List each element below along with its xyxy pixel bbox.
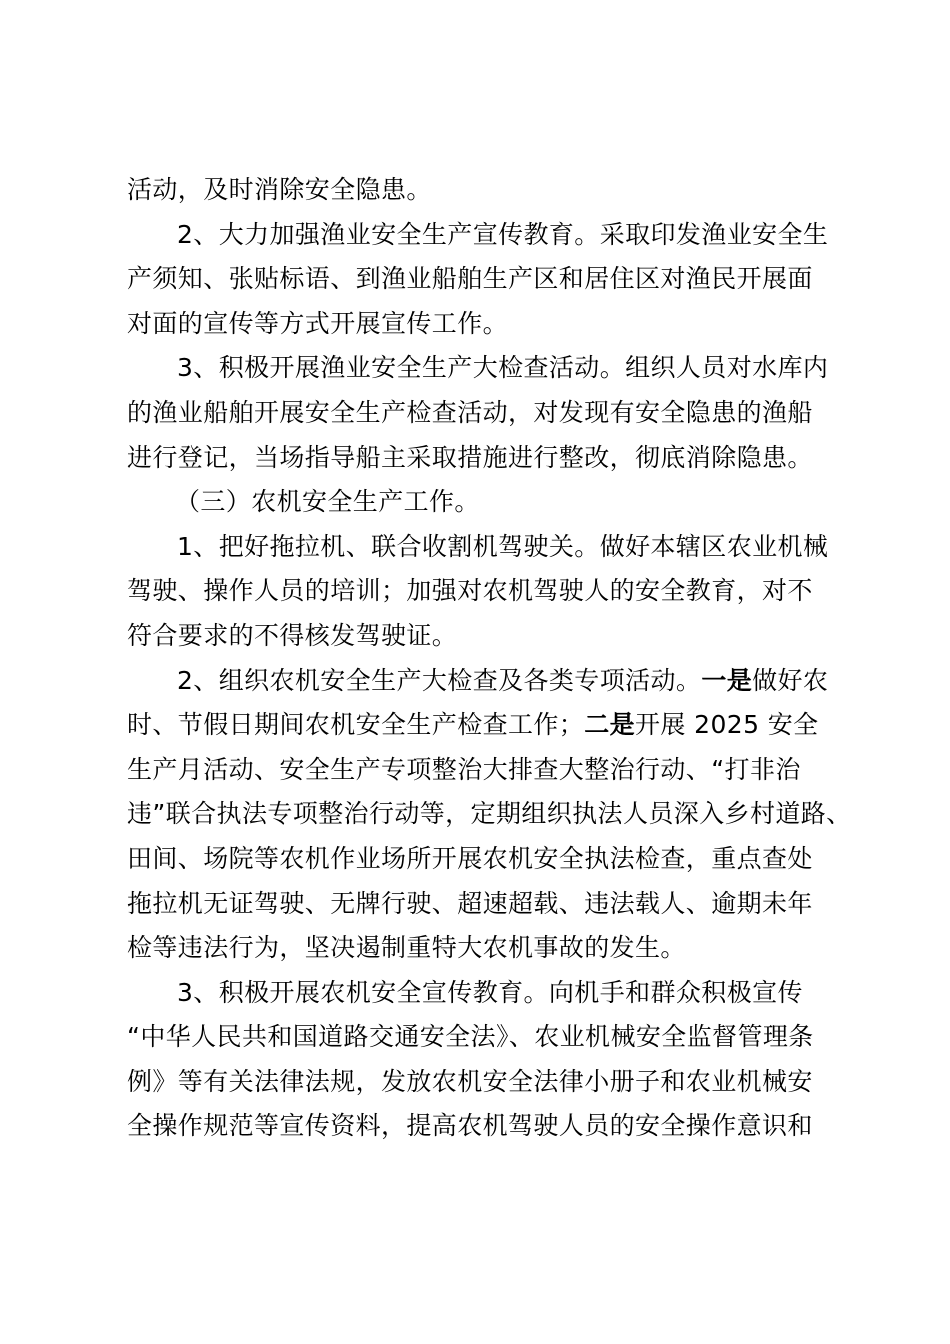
text-line: 的渔业船舶开展安全生产检查活动，对发现有安全隐患的渔船 <box>127 397 813 427</box>
text-line: 符合要求的不得核发驾驶证。 <box>127 620 458 650</box>
text-line: 2、大力加强渔业安全生产宣传教育。采取印发渔业安全生 <box>177 219 829 249</box>
emphasis-text: 一是 <box>701 665 753 695</box>
text-line: 产须知、张贴标语、到渔业船舶生产区和居住区对渔民开展面 <box>127 264 813 294</box>
text-line <box>127 659 833 704</box>
text-line: 违”联合执法专项整治行动等，定期组织执法人员深入乡村道路、 <box>127 799 852 829</box>
text-run: 开展 2025 安全 <box>635 710 819 740</box>
text-line: 检等违法行为，坚决遏制重特大农机事故的发生。 <box>127 933 686 963</box>
section-heading: （三）农机安全生产工作。 <box>175 487 480 517</box>
text-line: 进行登记，当场指导船主采取措施进行整改，彻底消除隐患。 <box>127 442 813 472</box>
document-body <box>127 168 852 1149</box>
text-line: 拖拉机无证驾驶、无牌行驶、超速超载、违法载人、逾期未年 <box>127 888 813 918</box>
text-line: 3、积极开展农机安全宣传教育。向机手和群众积极宣传 <box>177 977 803 1007</box>
text-line: 1、把好拖拉机、联合收割机驾驶关。做好本辖区农业机械 <box>177 531 829 561</box>
text-run: 做好农 <box>752 665 829 695</box>
text-line <box>127 703 833 748</box>
text-line: 3、积极开展渔业安全生产大检查活动。组织人员对水库内 <box>177 353 829 383</box>
text-run: 时、节假日期间农机安全生产检查工作； <box>127 710 585 740</box>
emphasis-text: 二是 <box>584 710 636 740</box>
text-line: 驾驶、操作人员的培训；加强对农机驾驶人的安全教育，对不 <box>127 576 813 606</box>
text-line: 全操作规范等宣传资料，提高农机驾驶人员的安全操作意识和 <box>127 1111 813 1141</box>
text-line: 生产月活动、安全生产专项整治大排查大整治行动、“打非治 <box>127 754 801 784</box>
text-line: 例》等有关法律法规，发放农机安全法律小册子和农业机械安 <box>127 1066 813 1096</box>
text-line: “中华人民共和国道路交通安全法》、农业机械安全监督管理条 <box>127 1022 814 1052</box>
text-line: 对面的宣传等方式开展宣传工作。 <box>127 308 509 338</box>
text-line: 活动，及时消除安全隐患。 <box>127 175 432 204</box>
text-line: 田间、场院等农机作业场所开展农机安全执法检查，重点查处 <box>127 843 813 873</box>
text-run: 2、组织农机安全生产大检查及各类专项活动。 <box>177 665 702 695</box>
